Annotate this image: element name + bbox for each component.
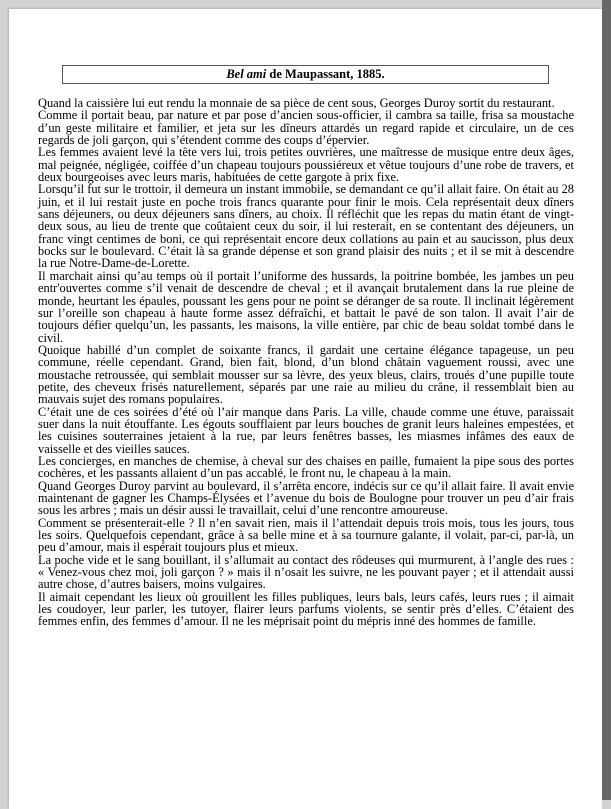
paragraph: Quoique habillé d’un complet de soixante francs, il gardait une certaine élégance tapageuse, un peu commune, réelle cependant. Grand, bien fait, blond, d’un blond châtain vaguement roussi, avec une moustache retroussée, qui semblait mousser sur sa lèvre, des yeux bleus, clairs, troués d’une pupille toute petite, des cheveux frisés naturellement, séparés par une raie au milieu du crâne, il ressemblait bien au mauvais sujet des romans populaires. (38, 342, 574, 407)
paragraph: Quand Georges Duroy parvint au boulevard, il s’arrêta encore, indécis sur ce qu’il allait faire. Il avait envie maintenant de gagner les Champs-Élysées et l’avenue du bois de Boulogne pour trouver un peu d’air frais sous les arbres ; mais un désir aussi le travaillait, celui d’une rencontre amoureuse. (38, 478, 574, 518)
paragraph: Comme il portait beau, par nature et par pose d’ancien sous-officier, il cambra sa taille, frisa sa moustache d’un geste militaire et familier, et jeta sur les dîneurs attardés un regard rapide et circulaire, un de ces regards de joli garçon, qui s’étendent comme des coups d’épervier. (38, 108, 574, 148)
paragraph: Comment se présenterait-elle ? Il n’en savait rien, mais il l’attendait depuis trois mois, tous les jours, tous les soirs. Quelquefois cependant, grâce à sa belle mine et à sa tournure galante, il volait, par-ci, par-là, un peu d’amour, mais il espérait toujours plus et mieux. (38, 515, 574, 555)
document-title (62, 65, 549, 84)
paragraph: C’était une de ces soirées d’été où l’air manque dans Paris. La ville, chaude comme une étuve, paraissait suer dans la nuit étouffante. Les égouts soufflaient par leurs bouches de granit leurs haleines empestées, et les cuisines souterraines jetaient à la rue, par leurs fenêtres basses, les miasmes infâmes des eaux de vaisselle et des vieilles sauces. (38, 404, 574, 456)
paragraph: Lorsqu’il fut sur le trottoir, il demeura un instant immobile, se demandant ce qu’il allait faire. On était au 28 juin, et il lui restait juste en poche trois francs quarante pour finir le mois. Cela représentait deux dîners sans déjeuners, ou deux déjeuners sans dîners, au choix. Il réfléchit que les repas du matin étant de vingt-deux sous, au lieu de trente que coûtaient ceux du soir, il lui resterait, en se contentant des déjeuners, un franc vingt centimes de boni, ce qui représentait encore deux collations au pain et au saucisson, plus deux bocks sur le boulevard. C’était là sa grande dépense et son grand plaisir des nuits ; et il se mit à descendre la rue Notre-Dame-de-Lorette. (38, 182, 574, 271)
paragraph: Il aimait cependant les lieux où grouillent les filles publiques, leurs bals, leurs cafés, leurs rues ; il aimait les coudoyer, leur parler, les tutoyer, flairer leurs parfums violents, se sentir près d’elles. C’étaient des femmes enfin, des femmes d’amour. Il ne les méprisait point du mépris inné des hommes de famille. (38, 589, 574, 629)
document-page (9, 9, 602, 809)
title-work: Bel ami (226, 67, 267, 81)
scrollbar[interactable] (602, 0, 611, 800)
title-author-year: de Maupassant, 1885. (266, 67, 385, 81)
document-body (38, 97, 574, 628)
paragraph: Il marchait ainsi qu’au temps où il portait l’uniforme des hussards, la poitrine bombée, les jambes un peu entr'ouvertes comme s’il venait de descendre de cheval ; et il avançait brutalement dans la rue pleine de monde, heurtant les épaules, poussant les gens pour ne point se déranger de sa route. Il inclinait légèrement sur l’oreille son chapeau à haute forme assez défraîchi, et battait le pavé de son talon. Il avait l’air de toujours défier quelqu’un, les passants, les maisons, la ville entière, par chic de beau soldat tombé dans le civil. (38, 268, 574, 345)
paragraph: Les concierges, en manches de chemise, à cheval sur des chaises en paille, fumaient la pipe sous des portes cochères, et les passants allaient d’un pas accablé, le front nu, le chapeau à la main. (38, 453, 574, 481)
paragraph: Quand la caissière lui eut rendu la monnaie de sa pièce de cent sous, Georges Duroy sortit du restaurant. (38, 96, 555, 110)
paragraph: Les femmes avaient levé la tête vers lui, trois petites ouvrières, une maîtresse de musique entre deux âges, mal peignée, négligée, coiffée d’un chapeau toujours poussiéreux et vêtue toujours d’une robe de travers, et deux bourgeoises avec leurs maris, habituées de cette gargote à prix fixe. (38, 145, 574, 185)
paragraph: La poche vide et le sang bouillant, il s’allumait au contact des rôdeuses qui murmurent, à l’angle des rues : « Venez-vous chez moi, joli garçon ? » mais il n’osait les suivre, ne les pouvant payer ; et il attendait aussi autre chose, d’autres baisers, moins vulgaires. (38, 552, 574, 592)
